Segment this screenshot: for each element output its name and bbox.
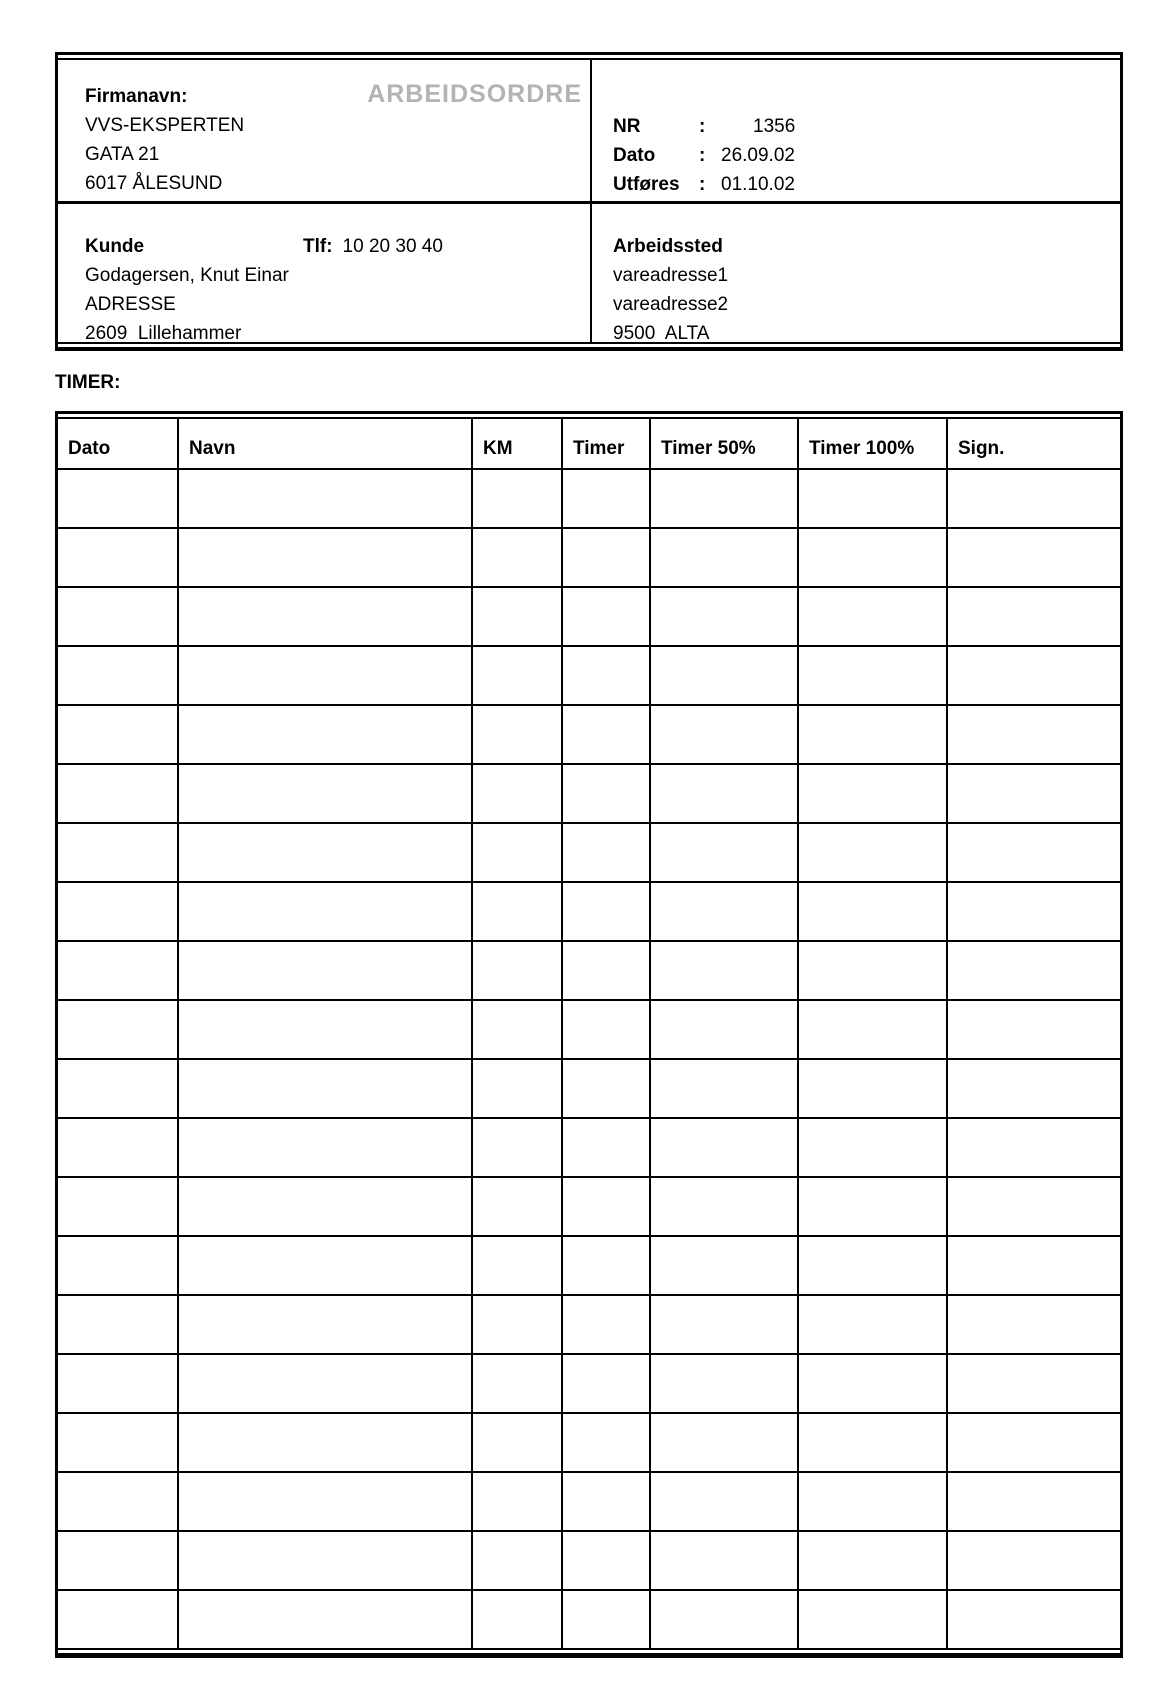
timer-cell	[947, 1590, 1123, 1649]
timer-cell	[562, 705, 650, 764]
customer-address: ADRESSE	[85, 294, 176, 315]
timer-cell	[650, 587, 798, 646]
customer-block	[58, 204, 590, 348]
timer-cell	[58, 882, 178, 941]
table-row	[58, 1472, 1123, 1531]
worksite-line2: vareadresse2	[613, 294, 729, 315]
timer-cell	[472, 882, 562, 941]
table-row	[58, 882, 1123, 941]
company-section	[58, 60, 590, 201]
table-row	[58, 1059, 1123, 1118]
customer-section	[58, 204, 590, 342]
timer-cell	[798, 1413, 947, 1472]
timer-cell	[58, 646, 178, 705]
timer-cell	[472, 1590, 562, 1649]
table-row	[58, 646, 1123, 705]
order-utfores-label: Utføres	[613, 174, 680, 195]
table-row	[58, 941, 1123, 1000]
timer-cell	[798, 764, 947, 823]
timer-cell	[178, 1000, 472, 1059]
timer-cell	[562, 1590, 650, 1649]
timer-cell	[562, 1177, 650, 1236]
timer-cell	[947, 882, 1123, 941]
table-row	[58, 764, 1123, 823]
timer-heading: TIMER:	[55, 372, 121, 393]
timer-cell	[472, 1472, 562, 1531]
timer-cell	[472, 1059, 562, 1118]
table-row	[58, 705, 1123, 764]
order-nr-label: NR	[613, 116, 641, 137]
timer-cell	[562, 1236, 650, 1295]
timer-cell	[178, 1177, 472, 1236]
timer-cell	[947, 764, 1123, 823]
timer-cell	[472, 705, 562, 764]
table-row	[58, 1236, 1123, 1295]
timer-cell	[798, 1531, 947, 1590]
timer-cell	[178, 1413, 472, 1472]
order-utfores-colon: :	[699, 174, 706, 195]
table-row	[58, 469, 1123, 528]
company-street: GATA 21	[85, 144, 160, 165]
timer-cell	[472, 587, 562, 646]
timer-cell	[58, 1118, 178, 1177]
timer-cell	[798, 1472, 947, 1531]
timer-cell	[562, 882, 650, 941]
timer-cell	[58, 1000, 178, 1059]
timer-cell	[562, 1295, 650, 1354]
timer-cell	[562, 1118, 650, 1177]
timer-cell	[58, 528, 178, 587]
header-row-customer-worksite	[58, 204, 1120, 342]
timer-cell	[58, 469, 178, 528]
timer-cell	[58, 1472, 178, 1531]
timer-cell	[798, 1059, 947, 1118]
timer-cell	[947, 1177, 1123, 1236]
order-dato-value: 26.09.02	[721, 145, 795, 166]
timer-cell	[562, 1000, 650, 1059]
timer-cell	[650, 1590, 798, 1649]
timer-cell	[947, 1472, 1123, 1531]
timer-cell	[650, 1531, 798, 1590]
table-row	[58, 1295, 1123, 1354]
timer-cell	[472, 1000, 562, 1059]
table-row	[58, 1531, 1123, 1590]
timer-cell	[947, 469, 1123, 528]
timer-cell	[650, 469, 798, 528]
timer-cell	[58, 764, 178, 823]
timer-cell	[650, 705, 798, 764]
timer-cell	[178, 882, 472, 941]
customer-postal: 2609 Lillehammer	[85, 323, 242, 344]
timer-cell	[472, 1236, 562, 1295]
worksite-section	[590, 204, 1120, 342]
timer-cell	[58, 587, 178, 646]
order-nr-value: 1356	[753, 116, 796, 137]
timer-cell	[798, 646, 947, 705]
timer-cell	[472, 646, 562, 705]
timer-cell	[650, 1295, 798, 1354]
timer-cell	[562, 587, 650, 646]
timer-cell	[58, 1413, 178, 1472]
timer-cell	[472, 1413, 562, 1472]
timer-cell	[947, 1000, 1123, 1059]
timer-cell	[178, 1236, 472, 1295]
timer-cell	[650, 1000, 798, 1059]
timer-cell	[650, 941, 798, 1000]
timer-cell	[947, 705, 1123, 764]
order-dato-label: Dato	[613, 145, 656, 166]
timer-cell	[798, 1177, 947, 1236]
column-header-dato: Dato	[58, 418, 178, 469]
timer-cell	[178, 764, 472, 823]
timer-cell	[562, 1413, 650, 1472]
timer-cell	[798, 469, 947, 528]
table-row	[58, 1590, 1123, 1649]
timer-cell	[178, 1590, 472, 1649]
table-row	[58, 528, 1123, 587]
timer-cell	[798, 528, 947, 587]
timer-cell	[798, 1118, 947, 1177]
company-name: VVS-EKSPERTEN	[85, 115, 245, 136]
timer-header-row	[58, 418, 1123, 469]
timer-cell	[472, 1118, 562, 1177]
order-section	[590, 60, 1120, 201]
worksite-block	[592, 204, 1120, 348]
timer-cell	[798, 1590, 947, 1649]
timer-cell	[178, 528, 472, 587]
column-header-timer: Timer	[562, 418, 650, 469]
timer-cell	[798, 823, 947, 882]
order-block	[592, 60, 1120, 199]
timer-cell	[562, 469, 650, 528]
timer-cell	[472, 469, 562, 528]
customer-phone-line	[85, 232, 590, 261]
timer-cell	[178, 587, 472, 646]
timer-cell	[650, 882, 798, 941]
table-row	[58, 1118, 1123, 1177]
timer-cell	[947, 1354, 1123, 1413]
timer-cell	[562, 646, 650, 705]
order-field-dato	[613, 141, 1120, 170]
worksite-postal: 9500 ALTA	[613, 323, 710, 344]
order-dato-colon: :	[699, 145, 706, 166]
timer-cell	[58, 941, 178, 1000]
phone-value: 10 20 30 40	[342, 236, 443, 257]
column-header-km: KM	[472, 418, 562, 469]
timer-cell	[178, 1059, 472, 1118]
timer-cell	[178, 1354, 472, 1413]
timer-table	[58, 417, 1123, 1650]
timer-cell	[562, 1059, 650, 1118]
timer-cell	[947, 1295, 1123, 1354]
timer-cell	[562, 764, 650, 823]
table-row	[58, 1413, 1123, 1472]
timer-cell	[798, 705, 947, 764]
column-header-sign: Sign.	[947, 418, 1123, 469]
page-content	[55, 52, 1123, 1658]
timer-cell	[798, 941, 947, 1000]
timer-cell	[178, 1472, 472, 1531]
timer-cell	[178, 823, 472, 882]
timer-cell	[650, 764, 798, 823]
timer-cell	[58, 1295, 178, 1354]
timer-cell	[947, 941, 1123, 1000]
timer-cell	[650, 528, 798, 587]
timer-cell	[650, 1177, 798, 1236]
timer-cell	[947, 823, 1123, 882]
timer-cell	[562, 1354, 650, 1413]
order-field-nr	[613, 112, 1120, 141]
timer-cell	[472, 1295, 562, 1354]
column-header-navn: Navn	[178, 418, 472, 469]
timer-cell	[58, 1531, 178, 1590]
timer-cell	[178, 1531, 472, 1590]
timer-cell	[178, 705, 472, 764]
company-label: Firmanavn:	[85, 86, 188, 107]
company-postal: 6017 ÅLESUND	[85, 173, 223, 194]
timer-table-wrapper	[55, 411, 1123, 1658]
timer-cell	[178, 646, 472, 705]
timer-cell	[58, 1236, 178, 1295]
timer-cell	[58, 1590, 178, 1649]
timer-cell	[562, 528, 650, 587]
timer-cell	[178, 469, 472, 528]
timer-cell	[947, 646, 1123, 705]
timer-cell	[472, 823, 562, 882]
order-utfores-value: 01.10.02	[721, 174, 795, 195]
timer-cell	[947, 1531, 1123, 1590]
order-field-utfores	[613, 170, 1120, 199]
customer-name: Godagersen, Knut Einar	[85, 265, 289, 286]
timer-cell	[650, 1472, 798, 1531]
timer-cell	[947, 1118, 1123, 1177]
timer-cell	[58, 823, 178, 882]
table-row	[58, 823, 1123, 882]
timer-cell	[58, 1059, 178, 1118]
table-row	[58, 1000, 1123, 1059]
timer-cell	[798, 882, 947, 941]
table-row	[58, 1177, 1123, 1236]
timer-cell	[650, 1236, 798, 1295]
timer-cell	[650, 1354, 798, 1413]
timer-table-body	[58, 469, 1123, 1649]
timer-cell	[562, 823, 650, 882]
watermark-title: ARBEIDSORDRE	[367, 80, 582, 108]
timer-cell	[58, 1177, 178, 1236]
timer-cell	[798, 1000, 947, 1059]
timer-cell	[472, 941, 562, 1000]
timer-cell	[947, 528, 1123, 587]
timer-cell	[472, 528, 562, 587]
column-header-timer100: Timer 100%	[798, 418, 947, 469]
timer-cell	[562, 1472, 650, 1531]
timer-cell	[798, 1236, 947, 1295]
timer-cell	[798, 1354, 947, 1413]
timer-cell	[58, 1354, 178, 1413]
timer-cell	[947, 587, 1123, 646]
column-header-timer50: Timer 50%	[650, 418, 798, 469]
timer-cell	[947, 1059, 1123, 1118]
timer-cell	[650, 1118, 798, 1177]
timer-cell	[798, 587, 947, 646]
worksite-label: Arbeidssted	[613, 236, 723, 257]
header-box	[55, 52, 1123, 351]
table-row	[58, 1354, 1123, 1413]
timer-cell	[178, 1295, 472, 1354]
worksite-line1: vareadresse1	[613, 265, 729, 286]
timer-cell	[798, 1295, 947, 1354]
timer-cell	[947, 1413, 1123, 1472]
timer-cell	[472, 1531, 562, 1590]
timer-cell	[650, 1413, 798, 1472]
timer-cell	[650, 1059, 798, 1118]
customer-label: Kunde	[85, 236, 145, 257]
timer-cell	[58, 705, 178, 764]
header-box-inner	[58, 58, 1120, 344]
timer-cell	[947, 1236, 1123, 1295]
timer-cell	[472, 764, 562, 823]
header-row-company-order	[58, 60, 1120, 204]
timer-table-header	[58, 418, 1123, 469]
timer-cell	[178, 941, 472, 1000]
phone-label: Tlf:	[303, 236, 333, 257]
timer-cell	[178, 1118, 472, 1177]
timer-cell	[650, 823, 798, 882]
timer-cell	[472, 1177, 562, 1236]
timer-cell	[562, 941, 650, 1000]
table-row	[58, 587, 1123, 646]
timer-cell	[650, 646, 798, 705]
timer-cell	[472, 1354, 562, 1413]
order-nr-colon: :	[699, 116, 706, 137]
timer-cell	[562, 1531, 650, 1590]
